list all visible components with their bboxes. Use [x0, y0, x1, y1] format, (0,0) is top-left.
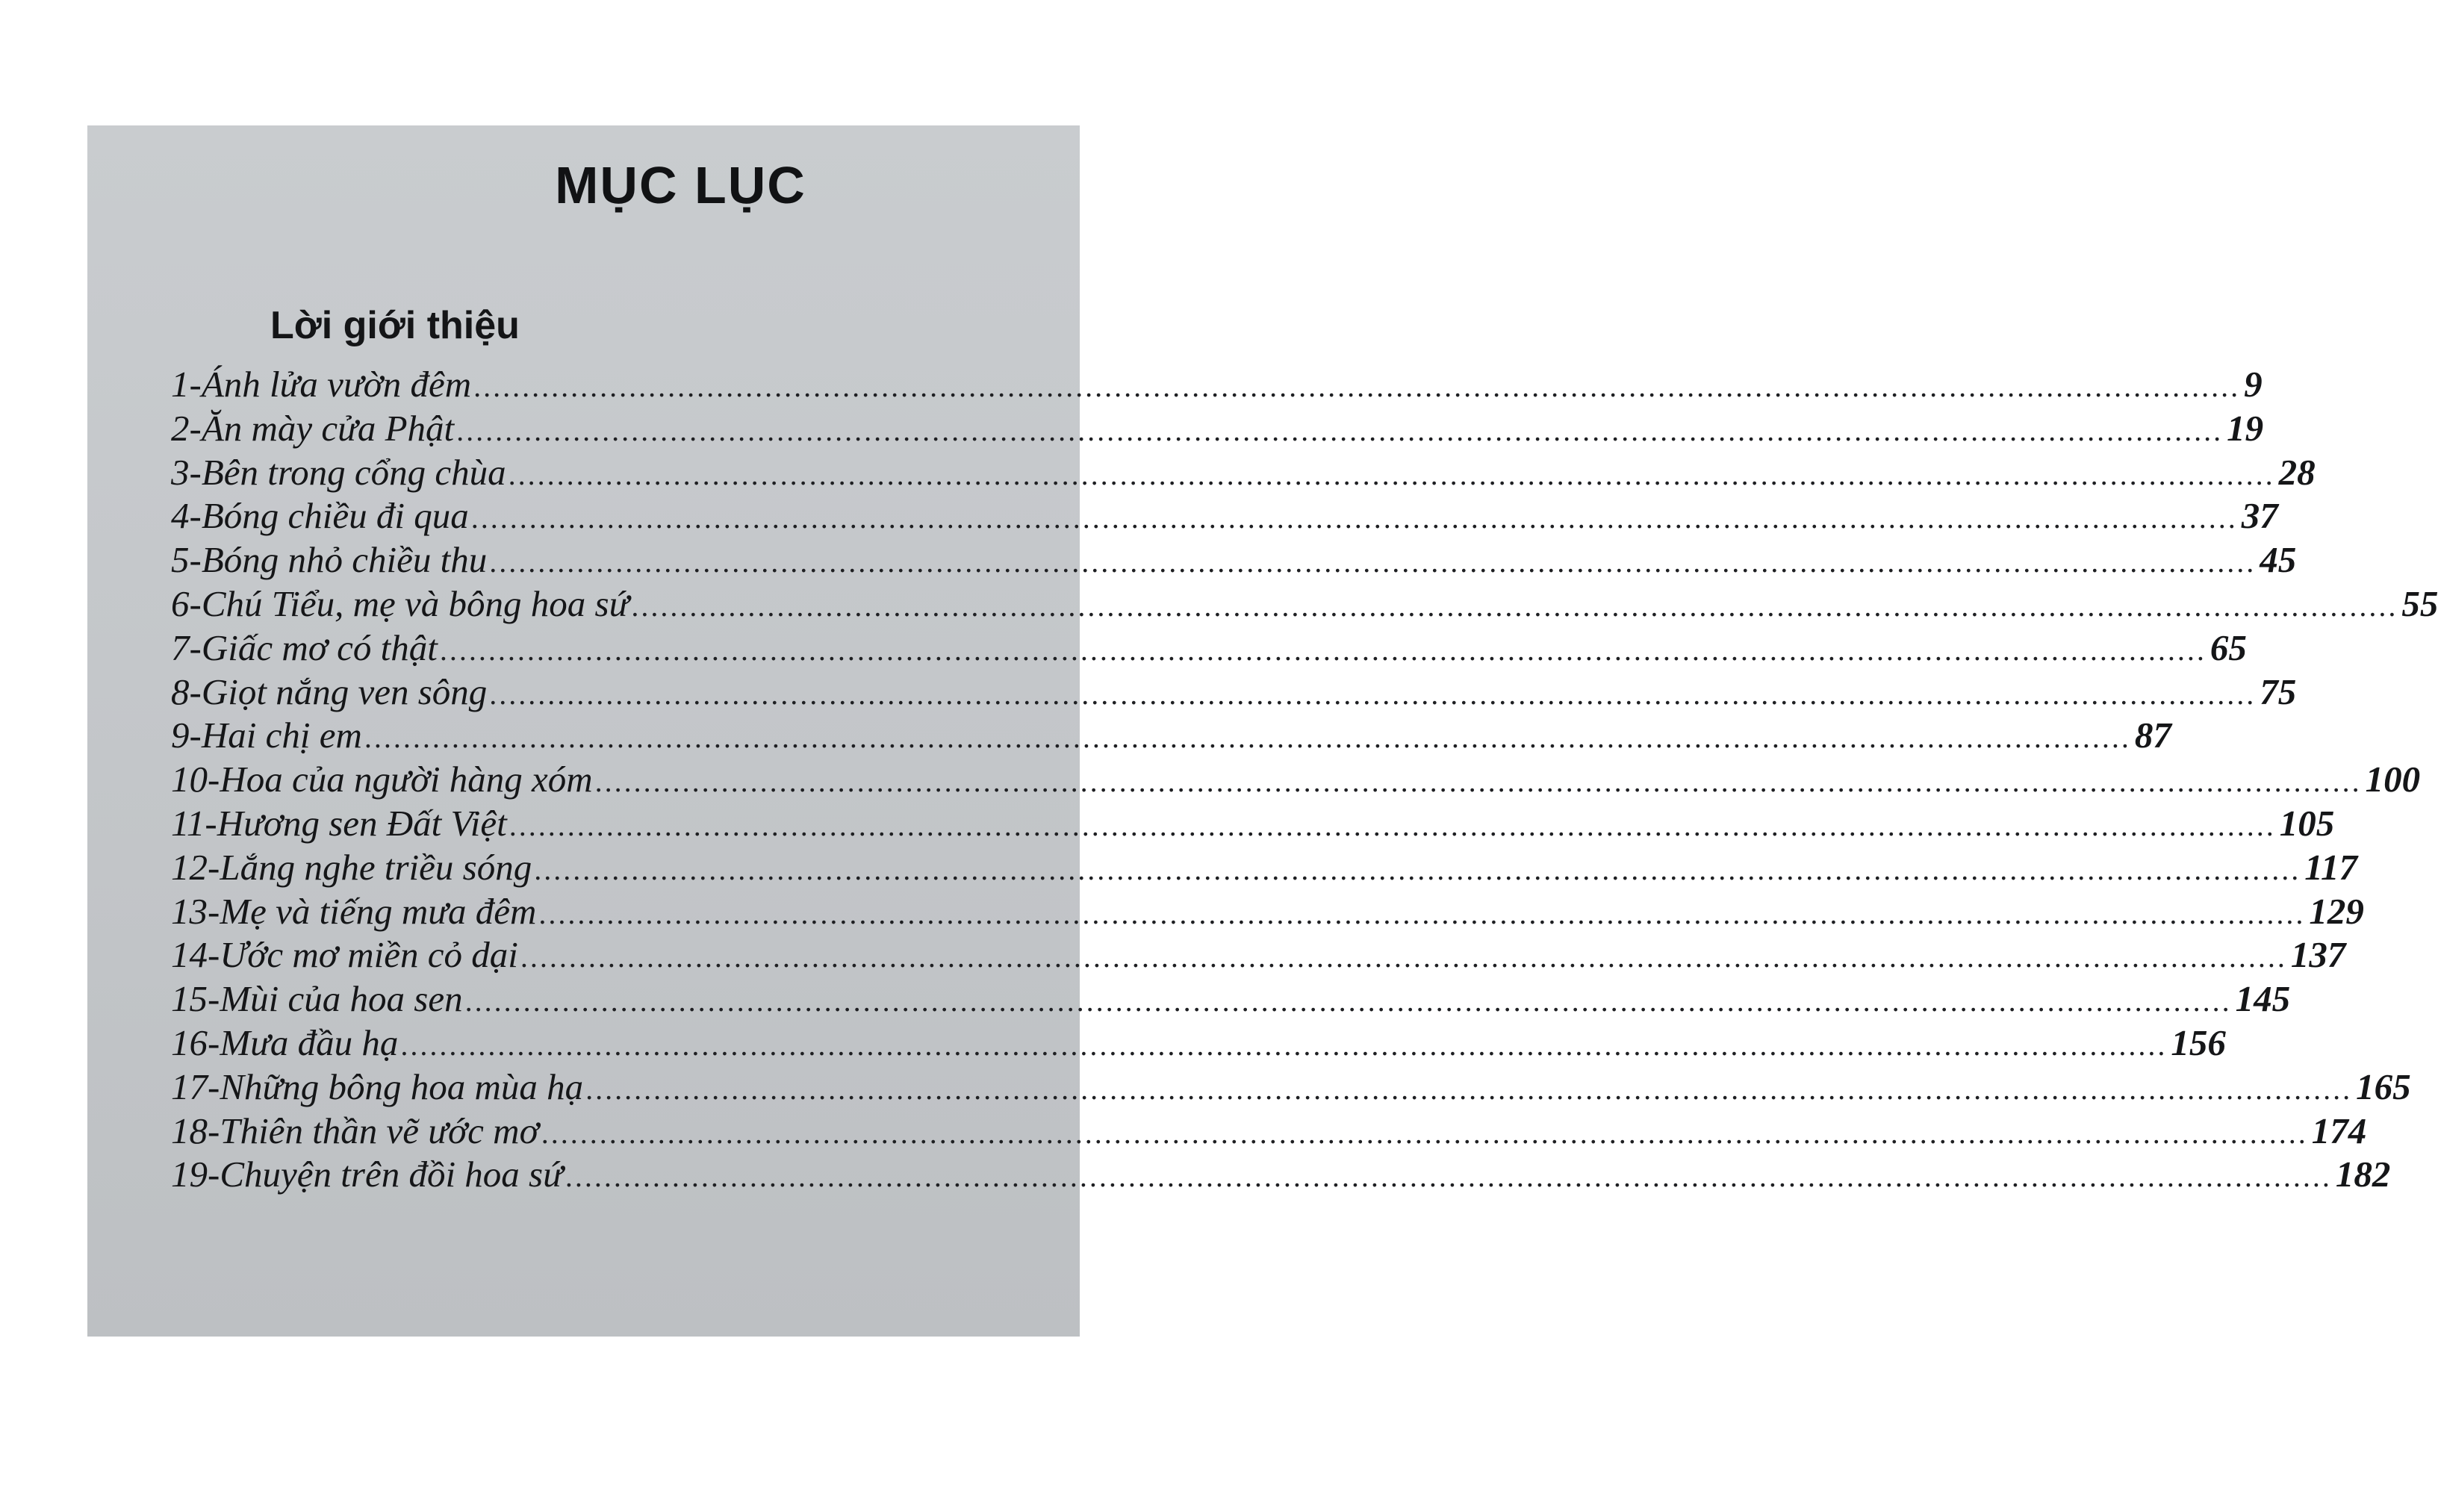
toc-entry-page-number: 45	[2260, 539, 2297, 581]
toc-entry-title: Hương sen Đất Việt	[217, 802, 507, 844]
toc-entry-title: Ước mơ miền cỏ dại	[220, 934, 518, 976]
toc-entry	[171, 538, 2297, 582]
book-page-photo	[87, 125, 2438, 1337]
toc-entry	[171, 626, 2247, 671]
toc-dot-leader: ......................................................................................................................................................................................	[490, 545, 2257, 579]
toc-entry-page-number: 87	[2134, 715, 2171, 756]
toc-entry-page-number: 145	[2235, 978, 2291, 1020]
toc-entry-page-number: 156	[2171, 1021, 2226, 1063]
toc-entry-title: Bóng chiều đi qua	[201, 495, 469, 537]
toc-dot-leader: ......................................................................................................................................................................................	[632, 588, 2399, 623]
toc-entry	[171, 1065, 2411, 1110]
toc-dot-leader: ......................................................................................................................................................................................	[520, 940, 2288, 974]
toc-entry-page-number: 117	[2304, 846, 2357, 888]
toc-entry-number: 3-	[171, 451, 202, 493]
toc-entry	[171, 363, 2263, 407]
toc-entry-page-number: 75	[2260, 671, 2297, 712]
toc-entry-page-number: 165	[2356, 1065, 2411, 1107]
toc-entry-title: Bên trong cổng chùa	[201, 451, 506, 493]
toc-entry-page-number: 55	[2401, 582, 2438, 624]
toc-entry-number: 8-	[171, 671, 202, 712]
toc-entry-number: 6-	[171, 582, 202, 624]
toc-entry-number: 11-	[171, 802, 217, 844]
toc-entry-title: Thiên thần vẽ ước mơ	[220, 1110, 539, 1151]
toc-entry	[171, 933, 2346, 977]
toc-entry-number: 10-	[171, 759, 220, 800]
toc-entry-title: Những bông hoa mùa hạ	[220, 1065, 584, 1107]
toc-dot-leader: ......................................................................................................................................................................................	[541, 1116, 2309, 1150]
toc-dot-leader: ......................................................................................................................................................................................	[509, 808, 2277, 842]
toc-entry-number: 18-	[171, 1110, 220, 1151]
toc-entry-number: 13-	[171, 890, 220, 932]
toc-entry-number: 2-	[171, 407, 202, 449]
toc-entry-title: Giấc mơ có thật	[201, 626, 438, 668]
toc-dot-leader: ......................................................................................................................................................................................	[535, 852, 2302, 886]
toc-entry-page-number: 19	[2227, 407, 2264, 449]
toc-entry-page-number: 137	[2290, 934, 2346, 976]
page-title: MỤC LỤC	[555, 156, 806, 214]
toc-dot-leader: ......................................................................................................................................................................................	[586, 1071, 2354, 1106]
toc-entry-title: Lắng nghe triều sóng	[220, 846, 532, 888]
toc-entry	[171, 714, 2171, 758]
toc-entry	[171, 758, 2421, 802]
toc-entry-title: Mưa đầu hạ	[220, 1021, 399, 1063]
toc-entry	[171, 1153, 2391, 1197]
toc-entry	[171, 846, 2357, 890]
toc-entry-page-number: 174	[2311, 1110, 2367, 1151]
toc-entry-number: 4-	[171, 495, 202, 537]
toc-dot-leader: ......................................................................................................................................................................................	[440, 632, 2207, 667]
toc-dot-leader: ......................................................................................................................................................................................	[565, 1160, 2333, 1194]
toc-dot-leader: ......................................................................................................................................................................................	[490, 676, 2257, 711]
toc-entry-number: 15-	[171, 978, 220, 1020]
toc-entry-title: Hai chị em	[201, 715, 362, 756]
toc-entry-number: 19-	[171, 1154, 220, 1195]
toc-entry-page-number: 9	[2244, 364, 2263, 405]
toc-entry-title: Mẹ và tiếng mưa đêm	[220, 890, 537, 932]
table-of-contents	[171, 363, 2438, 1197]
toc-entry-number: 14-	[171, 934, 220, 976]
toc-entry	[171, 671, 2297, 715]
toc-entry-number: 7-	[171, 626, 202, 668]
toc-entry-number: 1-	[171, 364, 202, 405]
toc-dot-leader: ......................................................................................................................................................................................	[539, 896, 2307, 930]
toc-entry	[171, 977, 2291, 1021]
toc-entry	[171, 407, 2264, 451]
toc-entry-title: Giọt nắng ven sông	[201, 671, 488, 712]
toc-entry	[171, 1021, 2226, 1065]
toc-dot-leader: ......................................................................................................................................................................................	[457, 413, 2224, 447]
toc-entry-page-number: 105	[2279, 802, 2335, 844]
toc-dot-leader: ......................................................................................................................................................................................	[509, 457, 2276, 491]
toc-entry	[171, 451, 2316, 495]
toc-dot-leader: ......................................................................................................................................................................................	[364, 721, 2132, 755]
toc-entry-page-number: 37	[2241, 495, 2278, 537]
toc-entry-title: Ăn mày cửa Phật	[201, 407, 455, 449]
toc-entry	[171, 582, 2438, 626]
toc-dot-leader: ......................................................................................................................................................................................	[471, 501, 2239, 535]
toc-entry-title: Chú Tiểu, mẹ và bông hoa sứ	[201, 582, 629, 624]
toc-entry-title: Chuyện trên đồi hoa sứ	[220, 1154, 563, 1195]
toc-entry-page-number: 129	[2309, 890, 2364, 932]
toc-entry-page-number: 182	[2335, 1154, 2391, 1195]
toc-entry	[171, 802, 2335, 846]
toc-entry	[171, 1110, 2367, 1154]
toc-entry-page-number: 65	[2210, 626, 2247, 668]
toc-entry-number: 12-	[171, 846, 220, 888]
toc-entry-title: Bóng nhỏ chiều thu	[201, 539, 488, 581]
toc-entry-number: 16-	[171, 1021, 220, 1063]
toc-entry	[171, 494, 2278, 538]
toc-entry-number: 17-	[171, 1065, 220, 1107]
toc-entry-page-number: 28	[2278, 451, 2316, 493]
intro-heading: Lời giới thiệu	[270, 304, 520, 347]
toc-entry-number: 9-	[171, 715, 202, 756]
toc-entry	[171, 890, 2364, 934]
toc-entry-title: Mùi của hoa sen	[220, 978, 463, 1020]
toc-entry-number: 5-	[171, 539, 202, 581]
toc-dot-leader: ......................................................................................................................................................................................	[401, 1027, 2168, 1062]
toc-dot-leader: ......................................................................................................................................................................................	[474, 370, 2242, 403]
toc-entry-title: Hoa của người hàng xóm	[220, 759, 593, 800]
toc-entry-page-number: 100	[2365, 759, 2421, 800]
toc-dot-leader: ......................................................................................................................................................................................	[595, 765, 2363, 799]
toc-dot-leader: ......................................................................................................................................................................................	[465, 984, 2233, 1018]
toc-entry-title: Ánh lửa vườn đêm	[201, 364, 472, 405]
